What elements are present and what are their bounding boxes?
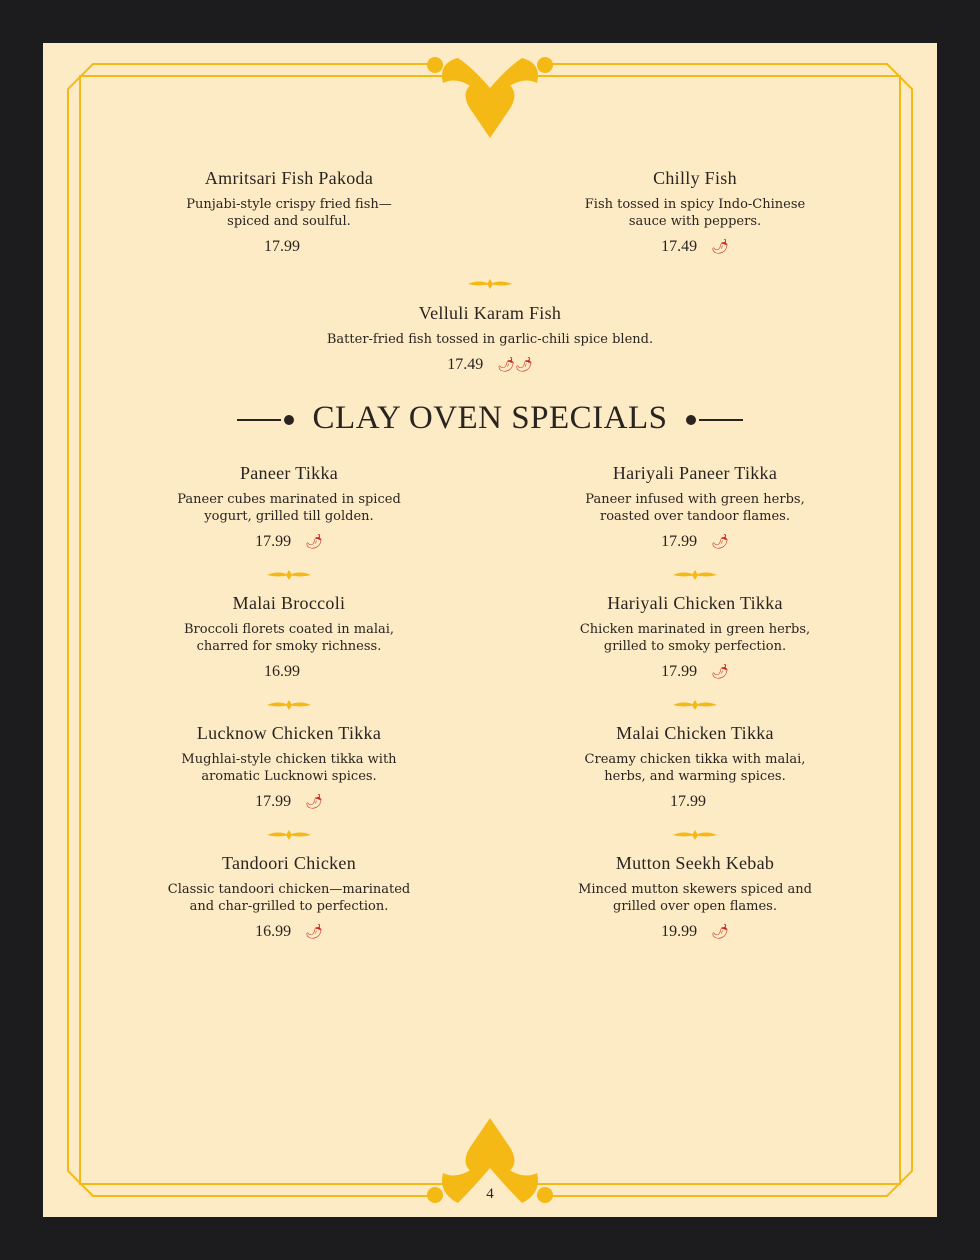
- item-price-row: [129, 238, 449, 256]
- item-name: Mutton Seekh Kebab: [615, 853, 775, 873]
- title-flourish-left-icon: [237, 410, 299, 430]
- item-price-row: [535, 238, 855, 256]
- item-name: Velluli Karam Fish: [418, 303, 562, 323]
- item-description: Paneer infused with green herbs, roasted over tandoor flames.: [585, 492, 805, 524]
- item-price: 16.99: [264, 663, 300, 680]
- item-price-row: [129, 663, 449, 681]
- item-description: Creamy chicken tikka with malai, herbs, and warming spices.: [584, 752, 806, 784]
- item-price: 17.49: [661, 238, 698, 255]
- chili-spice-icon: 🌶: [305, 925, 323, 940]
- menu-item: [129, 853, 449, 941]
- title-flourish-right-icon: [681, 410, 743, 430]
- chili-spice-icon: 🌶: [305, 795, 323, 810]
- item-price-row: [535, 533, 855, 551]
- item-price: 17.99: [661, 663, 698, 680]
- gold-divider-icon: [267, 700, 311, 710]
- menu-item: [129, 723, 449, 811]
- gold-divider-icon: [673, 570, 717, 580]
- item-price: 19.99: [661, 923, 698, 940]
- item-price-row: [129, 923, 449, 941]
- menu-item: [535, 593, 855, 681]
- item-price-row: [270, 356, 710, 374]
- item-price: 17.99: [661, 533, 698, 550]
- menu-item: [535, 853, 855, 941]
- item-description: Batter-fried fish tossed in garlic-chili spice blend.: [326, 332, 654, 347]
- top-ornament: [427, 57, 553, 138]
- item-name: Malai Chicken Tikka: [616, 723, 774, 743]
- chili-spice-icon: 🌶: [711, 240, 729, 255]
- chili-spice-icon: 🌶: [711, 925, 729, 940]
- item-description: Punjabi-style crispy fried fish— spiced and soulful.: [186, 197, 392, 229]
- gold-divider-icon: [267, 830, 311, 840]
- item-name: Malai Broccoli: [232, 593, 346, 613]
- item-description: Broccoli florets coated in malai, charred for smoky richness.: [183, 622, 395, 654]
- item-name: Chilly Fish: [653, 168, 737, 188]
- section-title: [0, 400, 980, 437]
- item-name: Hariyali Paneer Tikka: [612, 463, 778, 483]
- gold-divider-icon: [267, 570, 311, 580]
- chili-spice-icon: 🌶: [711, 535, 729, 550]
- menu-item: [270, 303, 710, 374]
- item-description: Minced mutton skewers spiced and grilled over open flames.: [578, 882, 812, 914]
- item-price: 16.99: [255, 923, 292, 940]
- menu-item: [129, 168, 449, 256]
- item-name: Lucknow Chicken Tikka: [196, 723, 382, 743]
- menu-item: [535, 463, 855, 551]
- gold-divider-icon: [468, 279, 512, 289]
- item-price-row: [535, 923, 855, 941]
- chili-spice-icon: 🌶: [305, 535, 323, 550]
- chili-spice-icon: 🌶🌶: [497, 358, 533, 373]
- item-price: 17.99: [255, 793, 292, 810]
- menu-item: [129, 593, 449, 681]
- item-name: Paneer Tikka: [239, 463, 339, 483]
- gold-divider-icon: [673, 700, 717, 710]
- page-number: 4: [486, 1186, 494, 1202]
- item-description: Fish tossed in spicy Indo-Chinese sauce with peppers.: [584, 197, 806, 229]
- item-description: Classic tandoori chicken—marinated and char-grilled to perfection.: [167, 882, 411, 914]
- item-price-row: [129, 793, 449, 811]
- gold-divider-icon: [673, 830, 717, 840]
- item-description: Mughlai-style chicken tikka with aromatic Lucknowi spices.: [181, 752, 397, 784]
- item-description: Paneer cubes marinated in spiced yogurt, grilled till golden.: [177, 492, 401, 524]
- item-price: 17.99: [255, 533, 292, 550]
- item-price: 17.49: [447, 356, 484, 373]
- item-description: Chicken marinated in green herbs, grilled to smoky perfection.: [579, 622, 811, 654]
- item-price-row: [535, 663, 855, 681]
- item-name: Hariyali Chicken Tikka: [607, 593, 783, 613]
- item-name: Amritsari Fish Pakoda: [204, 168, 374, 188]
- section-title-text: CLAY OVEN SPECIALS: [312, 400, 668, 436]
- chili-spice-icon: 🌶: [711, 665, 729, 680]
- item-price: 17.99: [264, 238, 300, 255]
- item-price: 17.99: [670, 793, 706, 810]
- item-price-row: [535, 793, 855, 811]
- menu-item: [535, 723, 855, 811]
- menu-item: [535, 168, 855, 256]
- item-name: Tandoori Chicken: [221, 853, 356, 873]
- menu-item: [129, 463, 449, 551]
- item-price-row: [129, 533, 449, 551]
